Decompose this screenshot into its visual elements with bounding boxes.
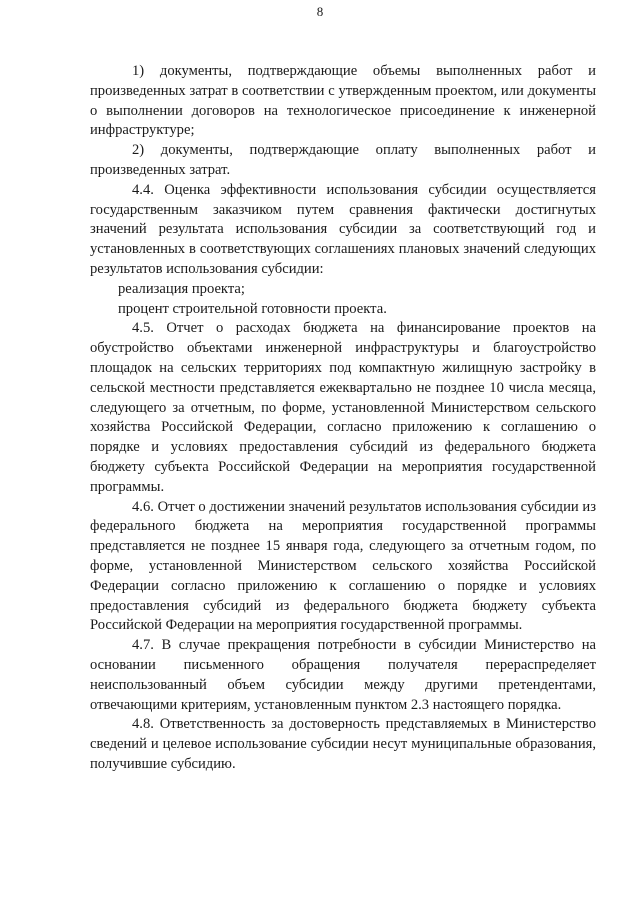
- list-entry-project-implementation: реализация проекта;: [118, 280, 245, 297]
- document-body: [90, 62, 596, 775]
- paragraph-4-5: 4.5. Отчет о расходах бюджета на финансирование проектов на обустройство объектами инженерной инфраструктуры и благоустройство площадок на сельских территориях под компактную жилищную застройку в сельской местности представляется ежеквартально не позднее 10 числа месяца, следующего за отчетным, по форме, установленной Министерством сельского хозяйства Российской Федерации, согласно приложению к соглашению о порядке и условиях предоставления субсидий из федерального бюджета бюджету субъекта Российской Федерации на мероприятия государственной программы.: [90, 320, 596, 495]
- paragraph-item-1: 1) документы, подтверждающие объемы выполненных работ и произведенных затрат в соответствии с утвержденным проектом, или документы о выполнении договоров на технологическое присоединение к инженерной инфраструктуре;: [90, 63, 596, 139]
- paragraph-4-8: 4.8. Ответственность за достоверность представляемых в Министерство сведений и целевое использование субсидии несут муниципальные образования, получившие субсидию.: [90, 716, 596, 772]
- paragraph-4-7: 4.7. В случае прекращения потребности в субсидии Министерство на основании письменного обращения получателя перераспределяет неиспользованный объем субсидии между другими претендентами, отвечающими критериям, установленным пунктом 2.3 настоящего порядка.: [90, 637, 596, 713]
- page-number: 8: [316, 4, 324, 19]
- paragraph-item-2: 2) документы, подтверждающие оплату выполненных работ и произведенных затрат.: [90, 142, 596, 178]
- paragraph-4-4: 4.4. Оценка эффективности использования субсидии осуществляется государственным заказчиком путем сравнения фактически достигнутых значений результата использования субсидии за соответствующий год и установленных в соответствующих соглашениях плановых значений следующих результатов использования субсидии:: [90, 181, 596, 277]
- list-entry-construction-readiness: процент строительной готовности проекта.: [118, 300, 387, 317]
- paragraph-4-6: 4.6. Отчет о достижении значений результатов использования субсидии из федерального бюджета на мероприятия государственной программы представляется не позднее 15 января года, следующего за отчетным годом, по форме, установленной Министерством сельского хозяйства Российской Федерации согласно приложению к соглашению о порядке и условиях предоставления субсидий из федерального бюджета бюджету субъекта Российской Федерации на мероприятия государственной программы.: [90, 498, 596, 634]
